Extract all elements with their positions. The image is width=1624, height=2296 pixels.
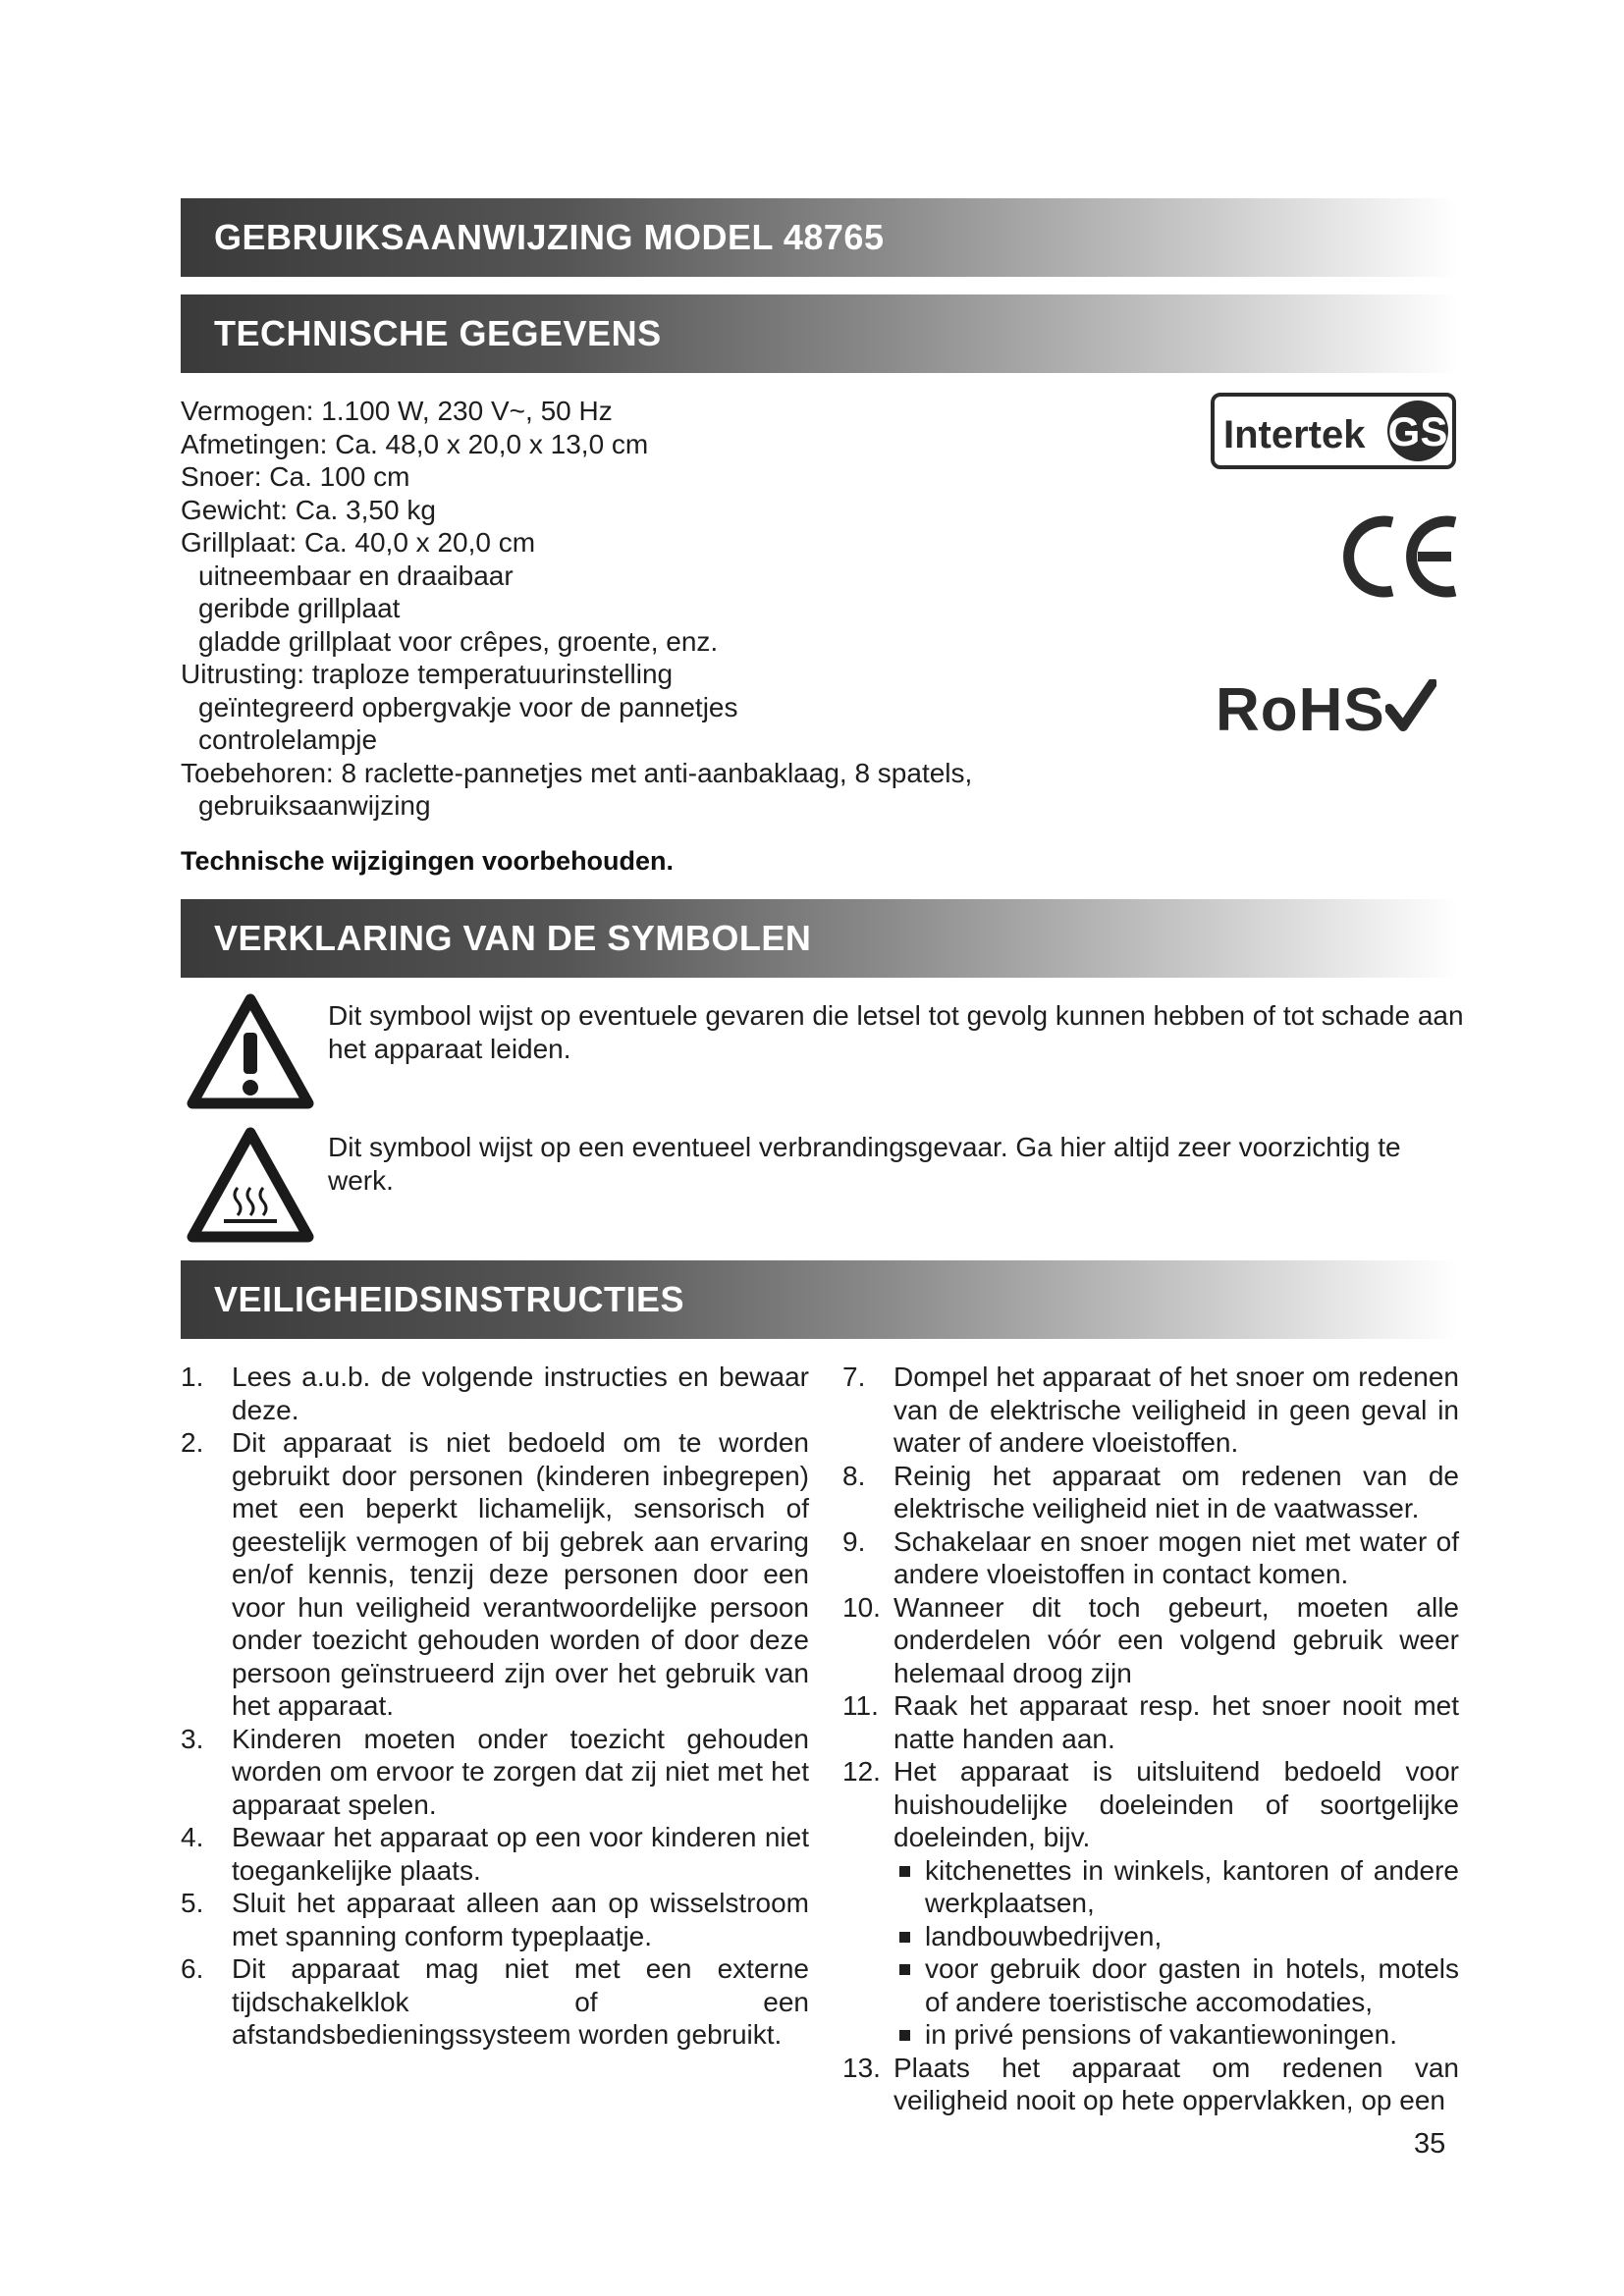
- rohs-logo-text: RoHS: [1216, 676, 1385, 744]
- item-number: 9.: [842, 1525, 866, 1557]
- checkmark-icon: [1385, 679, 1436, 734]
- spec-line-weight: Gewicht: Ca. 3,50 kg: [181, 494, 436, 525]
- list-item: [842, 1525, 1459, 1591]
- list-item: [842, 1591, 1459, 1690]
- list-item: [181, 1952, 809, 2052]
- safety-instructions-left-column: [181, 1361, 809, 2052]
- item-text: Schakelaar en snoer mogen niet met water of andere vloeistoffen in contact komen.: [893, 1525, 1459, 1589]
- item-number: 11.: [842, 1690, 879, 1721]
- safety-instructions-right-column: [842, 1361, 1459, 2117]
- spec-line-dimensions: Afmetingen: Ca. 48,0 x 20,0 x 13,0 cm: [181, 428, 649, 459]
- item-text: Lees a.u.b. de volgende instructies en bewaar deze.: [232, 1362, 809, 1425]
- item-text: Sluit het apparaat alleen aan op wisselstroom met spanning conform typeplaatje.: [232, 1888, 809, 1951]
- item-text: Wanneer dit toch gebeurt, moeten alle onderdelen vóór een volgend gebruik weer helemaal droog zijn: [893, 1591, 1459, 1688]
- tech-section-title: TECHNISCHE GEGEVENS: [214, 313, 662, 353]
- spec-grill-sub-2: geribde grillplaat: [198, 593, 401, 623]
- item-text: Het apparaat is uitsluitend bedoeld voor huishoudelijke doeleinden of soortgelijke doeleinden, bijv.: [893, 1756, 1459, 1852]
- item-number: 2.: [181, 1427, 204, 1458]
- spec-equipment-sub-2: controlelampje: [198, 724, 378, 755]
- item-number: 3.: [181, 1723, 204, 1754]
- bullet-item: [897, 1920, 1459, 1953]
- symbols-section-header: [181, 899, 1457, 978]
- item-text: Reinig het apparaat om redenen van de elektrische veiligheid niet in de vaatwasser.: [893, 1460, 1459, 1523]
- square-bullet-icon: [899, 1866, 910, 1877]
- bullet-item: [897, 1952, 1459, 2018]
- item-text: Raak het apparaat resp. het snoer nooit met natte handen aan.: [893, 1690, 1459, 1754]
- list-item: [842, 1460, 1459, 1525]
- spec-line-power: Vermogen: 1.100 W, 230 V~, 50 Hz: [181, 396, 613, 426]
- intertek-gs-logo: [1210, 391, 1457, 473]
- square-bullet-icon: [899, 1932, 910, 1943]
- item-number: 1.: [181, 1362, 204, 1392]
- bullet-text: kitchenettes in winkels, kantoren of andere werkplaatsen,: [925, 1854, 1459, 1918]
- item-text: Kinderen moeten onder toezicht gehouden worden om ervoor te zorgen dat zij niet met het apparaat spelen.: [232, 1723, 809, 1820]
- intertek-logo-text: Intertek: [1223, 413, 1366, 456]
- square-bullet-icon: [899, 2030, 910, 2041]
- item-number: 12.: [842, 1756, 881, 1787]
- gs-logo-text: GS: [1387, 408, 1448, 454]
- bullet-item: [897, 2018, 1459, 2052]
- item-number: 8.: [842, 1460, 866, 1491]
- safety-section-title: VEILIGHEIDSINSTRUCTIES: [214, 1279, 685, 1319]
- spec-line-cord: Snoer: Ca. 100 cm: [181, 461, 410, 492]
- list-item: [181, 1361, 809, 1426]
- bullet-text: landbouwbedrijven,: [925, 1920, 1163, 1951]
- spec-equipment-sub-1: geïntegreerd opbergvakje voor de pannetjes: [198, 691, 738, 722]
- list-item: [842, 2052, 1459, 2117]
- list-item: [181, 1821, 809, 1887]
- item-number: 4.: [181, 1822, 204, 1852]
- item-text: Dit apparaat mag niet met een externe tijdschakelklok of een afstandsbedieningssysteem worden gebruikt.: [232, 1953, 809, 2050]
- spec-grill-sub-1: uitneembaar en draaibaar: [198, 560, 514, 591]
- list-item: [181, 1426, 809, 1723]
- symbol-burn-description: Dit symbool wijst op een eventueel verbrandingsgevaar. Ga hier altijd zeer voorzichtig te werk.: [328, 1132, 1401, 1196]
- tech-section-header: [181, 294, 1457, 373]
- spec-accessories-sub: gebruiksaanwijzing: [198, 790, 431, 821]
- list-item: [842, 1361, 1459, 1460]
- item-text: Plaats het apparaat om redenen van veiligheid nooit op hete oppervlakken, op een: [893, 2052, 1459, 2115]
- technical-specs: [181, 395, 1064, 823]
- page-number: 35: [1414, 2128, 1446, 2160]
- item-text: Bewaar het apparaat op een voor kinderen niet toegankelijke plaats.: [232, 1822, 809, 1886]
- list-item: [842, 1689, 1459, 1755]
- list-item: [181, 1887, 809, 1952]
- technical-changes-note: Technische wijzigingen voorbehouden.: [181, 846, 675, 876]
- list-item: [842, 1755, 1459, 1854]
- symbols-section-title: VERKLARING VAN DE SYMBOLEN: [214, 918, 812, 958]
- item-number: 6.: [181, 1953, 204, 1984]
- bullet-item: [897, 1854, 1459, 1920]
- square-bullet-icon: [899, 1964, 910, 1975]
- main-title: GEBRUIKSAANWIJZING MODEL 48765: [214, 217, 885, 257]
- ce-mark-logo: [1339, 510, 1463, 603]
- item-number: 10.: [842, 1591, 881, 1623]
- item-text: Dompel het apparaat of het snoer om redenen van de elektrische veiligheid in geen geval in water of andere vloeistoffen.: [893, 1362, 1459, 1458]
- item-number: 13.: [842, 2052, 881, 2083]
- bullet-text: voor gebruik door gasten in hotels, motels of andere toeristische accomodaties,: [925, 1953, 1459, 2017]
- spec-line-equipment: Uitrusting: traploze temperatuurinstelling: [181, 659, 674, 689]
- symbol-warning-description: Dit symbool wijst op eventuele gevaren die letsel tot gevolg kunnen hebben of tot schade aan het apparaat leiden.: [328, 1000, 1464, 1064]
- instruction-12-bullet-list: [842, 1854, 1459, 2052]
- spec-line-accessories: Toebehoren: 8 raclette-pannetjes met anti-aanbaklaag, 8 spatels,: [181, 757, 973, 788]
- spec-grill-sub-3: gladde grillplaat voor crêpes, groente, enz.: [198, 625, 719, 657]
- item-number: 5.: [181, 1888, 204, 1918]
- safety-section-header: [181, 1260, 1457, 1339]
- rohs-logo: [1216, 675, 1436, 745]
- main-title-bar: [181, 198, 1457, 277]
- list-item: [181, 1723, 809, 1822]
- spec-line-grillplate: Grillplaat: Ca. 40,0 x 20,0 cm: [181, 527, 536, 558]
- item-number: 7.: [842, 1362, 866, 1392]
- hot-surface-warning-icon: [187, 1127, 314, 1243]
- item-text: Dit apparaat is niet bedoeld om te worden gebruikt door personen (kinderen inbegrepen) met een beperkt lichamelijk, sensorisch of geestelijk vermogen of bij gebrek aan ervaring en/of kennis, tenzij deze personen door een voor hun veiligheid verantwoordelijke persoon onder toezicht gehouden worden of door deze persoon geïnstrueerd zijn over het gebruik van het apparaat.: [232, 1427, 809, 1721]
- warning-triangle-icon: [187, 993, 314, 1109]
- bullet-text: in privé pensions of vakantiewoningen.: [925, 2019, 1397, 2050]
